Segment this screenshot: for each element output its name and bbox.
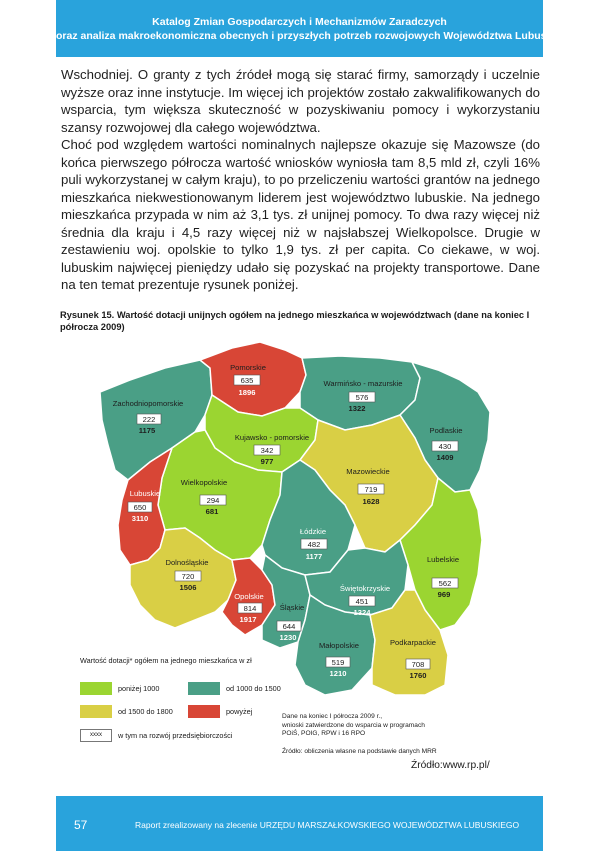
legend-item-above [188,705,252,718]
svg-text:294: 294 [206,496,220,505]
note-line-2: wnioski zatwierdzone do wsparcia w programach [282,721,425,729]
legend-label-below-1000: poniżej 1000 [118,684,160,693]
svg-text:Lubuskie: Lubuskie [129,489,161,498]
svg-text:Łódzkie: Łódzkie [299,527,327,536]
svg-text:644: 644 [282,622,296,631]
legend-title: Wartość dotacji* ogółem na jednego mieszkańca w zł [80,656,252,665]
svg-text:342: 342 [260,446,274,455]
svg-text:Wielkopolskie: Wielkopolskie [180,478,228,487]
svg-text:Podlaskie: Podlaskie [429,426,463,435]
note-line-1: Dane na koniec I półrocza 2009 r., [282,713,383,720]
svg-text:1324: 1324 [353,608,371,617]
svg-text:719: 719 [364,485,378,494]
legend-item-1500-1800 [80,705,173,718]
figure-source: Źródło:www.rp.pl/ [411,760,490,771]
legend-label-1000-1500: od 1000 do 1500 [226,684,281,693]
svg-text:222: 222 [142,415,156,424]
svg-text:1760: 1760 [409,671,427,680]
legend-swatch-green [80,682,112,695]
svg-text:Śląskie: Śląskie [279,603,305,612]
svg-text:681: 681 [205,507,219,516]
svg-text:Opolskie: Opolskie [234,592,264,601]
legend-swatch-teal [188,682,220,695]
svg-text:Mazowieckie: Mazowieckie [346,467,390,476]
svg-text:969: 969 [437,590,451,599]
body-text [61,66,540,294]
svg-text:635: 635 [240,376,254,385]
legend-item-box [80,729,232,742]
svg-text:1210: 1210 [329,669,347,678]
svg-text:1177: 1177 [305,552,323,561]
header-title-line1: Katalog Zmian Gospodarczych i Mechanizmów Zaradczych [152,16,447,28]
svg-text:1230: 1230 [279,633,297,642]
svg-text:1917: 1917 [239,615,257,624]
svg-text:720: 720 [181,572,195,581]
svg-text:1175: 1175 [138,426,156,435]
svg-text:482: 482 [307,540,321,549]
svg-text:708: 708 [411,660,425,669]
svg-text:562: 562 [438,579,452,588]
legend-label-1500-1800: od 1500 do 1800 [118,707,173,716]
svg-text:Pomorskie: Pomorskie [230,363,266,372]
svg-text:1506: 1506 [179,583,197,592]
svg-text:Świętokrzyskie: Świętokrzyskie [339,584,391,593]
svg-text:1628: 1628 [362,497,380,506]
page-header [56,0,574,57]
legend-item-1000-1500 [188,682,281,695]
page-number: 57 [74,818,88,832]
legend-item-below-1000 [80,682,159,695]
legend-label-box: w tym na rozwój przedsiębiorczości [118,731,233,740]
legend-swatch-box: xxxx [80,729,112,742]
svg-text:Warmińsko - mazurskie: Warmińsko - mazurskie [323,379,403,388]
legend-swatch-yellow [80,705,112,718]
paragraph-1: Wschodniej. O granty z tych źródeł mogą się starać firmy, samorządy i uczelnie wyższe oraz inne instytucje. Im więcej ich projektów zostało zakwalifikowanych do wsparcia, tym większa skuteczność w pozyskiwaniu pomocy i wykorzystaniu szansy rozwojowej dla całego województwa. [61,67,540,135]
map-note [282,713,472,739]
poland-map [60,340,540,760]
svg-text:814: 814 [243,604,257,613]
svg-text:Zachodniopomorskie: Zachodniopomorskie [112,399,184,408]
svg-text:Kujawsko - pomorskie: Kujawsko - pomorskie [234,433,310,442]
legend-swatch-red [188,705,220,718]
svg-text:576: 576 [355,393,369,402]
svg-text:451: 451 [355,597,369,606]
legend-label-above: powyżej [226,707,253,716]
svg-text:977: 977 [260,457,274,466]
svg-text:430: 430 [438,442,452,451]
svg-text:650: 650 [133,503,147,512]
footer-text: Raport zrealizowany na zlecenie URZĘDU MARSZAŁKOWSKIEGO WOJEWÓDZTWA LUBUSKIEGO [135,820,520,830]
svg-text:Dolnośląskie: Dolnośląskie [165,558,209,567]
svg-text:1409: 1409 [436,453,454,462]
svg-text:519: 519 [331,658,345,667]
svg-text:Podkarpackie: Podkarpackie [389,638,437,647]
map-source: Źródło: obliczenia własne na podstawie danych MRR [282,748,437,755]
svg-text:3110: 3110 [131,514,149,523]
figure-caption: Rysunek 15. Wartość dotacji unijnych ogółem na jednego mieszkańca w województwach (dane na koniec I półrocza 2009) [60,310,530,332]
svg-text:1896: 1896 [238,388,256,397]
note-line-3: POiŚ, POIG, RPW i 16 RPO [282,730,366,737]
paragraph-2: Choć pod względem wartości nominalnych najlepsze okazuje się Mazowsze (do końca pierwszego półrocza wartość wniosków wyniosła tam 8,5 mld zł, czyli 16% puli wykorzystanej w całym kraju), to po przeliczeniu wartości grantów na jednego mieszkańca niekwestionowanym liderem jest województwo lubuskie. Na jednego mieszkańca przypada w nim aż 3,1 tys. zł unijnej pomocy. To dwa razy więcej niż średnia dla kraju i 4,5 razy więcej niż w najsłabszej Wielkopolsce. Drugie w zestawieniu woj. opolskie to tylko 1,9 tys. zł per capita. Co ciekawe, w woj. lubuskim najwięcej pieniędzy udało się pozyskać na projekty transportowe. Dane na ten temat prezentuje rysunek poniżej. [61,137,540,292]
header-title-line2: oraz analiza makroekonomiczna obecnych i przyszłych potrzeb rozwojowych Województwa Lubuskiego [56,30,574,42]
svg-text:Małopolskie: Małopolskie [318,641,360,650]
svg-text:1322: 1322 [348,404,366,413]
svg-text:Lubelskie: Lubelskie [426,555,460,564]
